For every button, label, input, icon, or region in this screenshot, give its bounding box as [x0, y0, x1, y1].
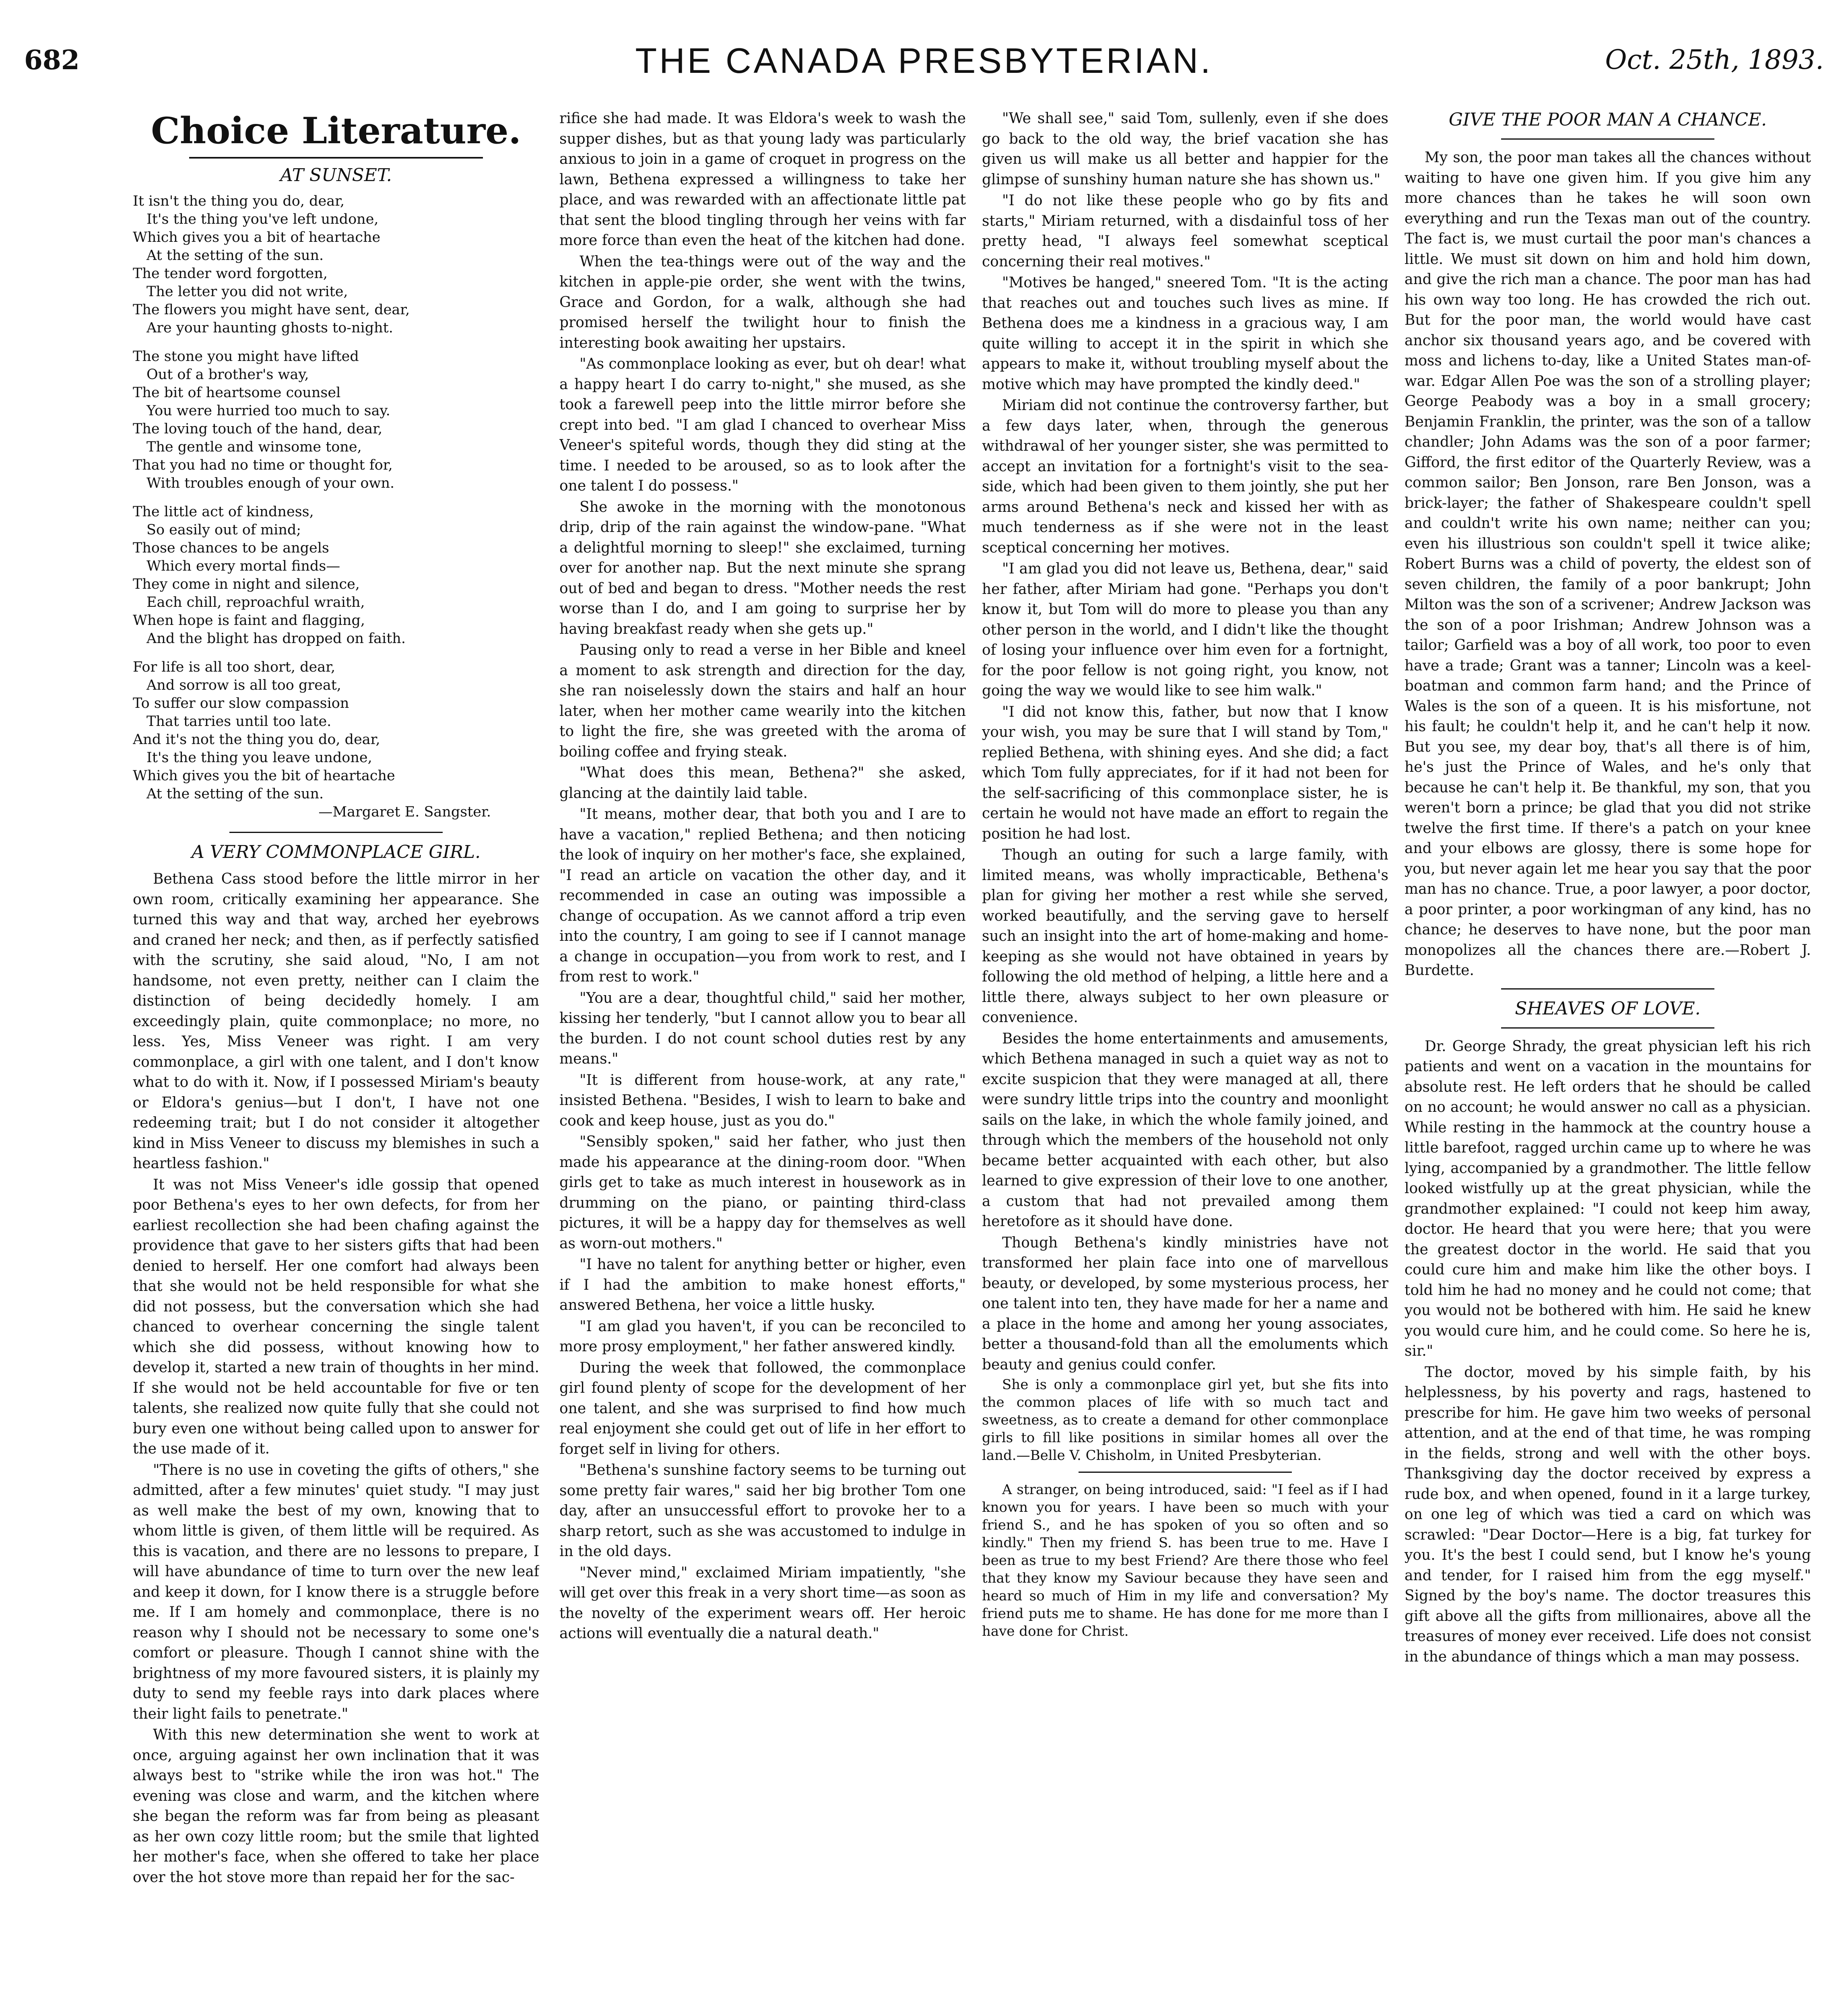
poem-line: And it's not the thing you do, dear,	[133, 732, 380, 748]
story-paragraph: "We shall see," said Tom, sullenly, even if she does go back to the old way, the brief vacation she has given us will make us all better and happier for the glimpse of sunshiny human nature she has shown us."	[982, 110, 1388, 188]
poem-line: To suffer our slow compassion	[133, 695, 349, 711]
story-paragraph: "Motives be hanged," sneered Tom. "It is the acting that reaches out and touches such lives as mine. If Bethena does me a kindness in a gracious way, I am quite willing to accept it in the spirit in which she appears to make it, without troubling myself about the motive which may have prompted the kindly deed."	[982, 274, 1388, 393]
poem-line: The stone you might have lifted	[133, 348, 359, 365]
story-paragraph: With this new determination she went to work at once, arguing against her own inclination that it was always best to "strike while the iron was hot." The evening was close and warm, and the kitchen where she began the reform was far from being as pleasant as her own cozy little room; but the smile that lighted her mother's face, when she offered to take her place over the hot stove more than repaid her for the sac-	[133, 1727, 539, 1886]
poem-stanza	[133, 192, 539, 337]
poem-line: Each chill, reproachful wraith,	[146, 594, 365, 610]
story-paragraph: "Bethena's sunshine factory seems to be turning out some pretty fair wares," said her big brother Tom one day, after an unsuccessful effort to provoke her to a sharp retort, such as she was accustomed to indulge in in the old days.	[559, 1462, 966, 1560]
story-paragraph: Bethena Cass stood before the little mirror in her own room, critically examining her appearance. She turned this way and that way, arched her eyebrows and craned her neck; and then, as if perfectly satisfied with the scrutiny, she said aloud, "No, I am not handsome, not even pretty, neither can I claim the distinction of being decidedly homely. I am exceedingly plain, quite commonplace; no more, no less. Yes, Miss Veneer was right. I am very commonplace, a girl with one talent, and I don't know what to do with it. Now, if I possessed Miriam's beauty or Eldora's genius—but I don't, I have not one redeeming trait; but I do not consider it altogether kind in Miss Veneer to discuss my blemishes in such a heartless fashion."	[133, 871, 539, 1172]
poem-line: You were hurried too much to say.	[146, 403, 390, 419]
story-paragraph: "I have no talent for anything better or higher, even if I had the ambition to make honest efforts," answered Bethena, her voice a little husky.	[559, 1256, 966, 1313]
poem-line: They come in night and silence,	[133, 576, 360, 592]
poem-line: When hope is faint and flagging,	[133, 612, 365, 629]
poem-line: For life is all too short, dear,	[133, 659, 336, 675]
poem-line: The tender word forgotten,	[133, 266, 328, 282]
anecdote-paragraph: A stranger, on being introduced, said: "I feel as if I had known you for years. I have been so much with your friend S., and he has spoken of you so often and so kindly." Then my friend S. has been true to me. Have I been as true to my best Friend? Are there those who feel that they know my Saviour because they have seen and heard so much of Him in my life and conversation? My friend puts me to shame. He has done for me more than I have done for Christ.	[982, 1482, 1388, 1639]
poem	[133, 192, 539, 821]
story-paragraph: When the tea-things were out of the way and the kitchen in apple-pie order, she went with the twins, Grace and Gordon, for a walk, although she had promised herself the twilight hour to finish the interesting book awaiting her upstairs.	[559, 253, 966, 351]
poem-line: Out of a brother's way,	[146, 367, 309, 383]
story-paragraph: Besides the home entertainments and amusements, which Bethena managed in such a quiet way as not to excite suspicion that they were managed at all, there were sundry little trips into the country and moonlight sails on the lake, in which the whole family joined, and through which the members of the household not only became better acquainted with each other, but also learned to give expression of their love to one another, a custom that had not prevailed among them heretofore as it should have done.	[982, 1030, 1388, 1230]
story-paragraph: rifice she had made. It was Eldora's week to wash the supper dishes, but as that young lady was particularly anxious to join in a game of croquet in progress on the lawn, Bethena expressed a willingness to take her place, and was rewarded with an affectionate little pat that sent the blood tingling through her veins with far more force than even the heat of the kitchen had done.	[559, 110, 966, 249]
article-title: SHEAVES OF LOVE.	[1515, 998, 1701, 1019]
divider-rule	[1501, 138, 1714, 140]
column-1	[133, 109, 539, 2012]
article-paragraph: The doctor, moved by his simple faith, by his helplessness, by his poverty and rags, hastened to prescribe for him. He gave him two weeks of personal attention, and at the end of that time, he was romping in the fields, strong and well with the other boys. Thanksgiving day the doctor received by express a rude box, and when opened, found in it a large turkey, on one leg of which was tied a card on which was scrawled: "Dear Doctor—Here is a big, fat turkey for you. It's the best I could send, but I know he's young and tender, for I raised him from the egg myself." Signed by the boy's name. The doctor treasures this gift above all the gifts from millionaires, above all the treasures of money ever received. Life does not consist in the abundance of things which a man may possess.	[1405, 1364, 1811, 1665]
newspaper-title: THE CANADA PRESBYTERIAN.	[635, 41, 1213, 80]
story-paragraph: During the week that followed, the commonplace girl found plenty of scope for the development of her one talent, and she was surprised to find how much real enjoyment she could get out of life in her effort to forget self in living for others.	[559, 1359, 966, 1457]
poem-signature: —Margaret E. Sangster.	[318, 804, 491, 820]
poem-line: Which gives you a bit of heartache	[133, 229, 381, 245]
poem-line: The gentle and winsome tone,	[146, 439, 362, 455]
heading-rule	[189, 157, 483, 159]
article-title: GIVE THE POOR MAN A CHANCE.	[1448, 109, 1767, 130]
column-4	[1405, 109, 1811, 2012]
story-paragraph: "I do not like these people who go by fits and starts," Miriam returned, with a disdainful toss of her pretty head, "I always feel somewhat sceptical concerning their real motives."	[982, 192, 1388, 270]
poem-line: Which gives you the bit of heartache	[133, 768, 395, 784]
divider-rule	[1501, 988, 1714, 990]
story-paragraph: "You are a dear, thoughtful child," said her mother, kissing her tenderly, "but I cannot allow you to bear all the burden. I do not count school duties rest by any means."	[559, 990, 966, 1067]
poem-line: At the setting of the sun.	[146, 786, 324, 802]
story-paragraph: She awoke in the morning with the monotonous drip, drip of the rain against the window-pane. "What a delightful morning to sleep!" she exclaimed, turning over for another nap. But the next minute she sprang out of bed and began to dress. "Mother needs the rest worse than I do, and I am going to surprise her by having breakfast ready when she gets up."	[559, 499, 966, 637]
poem-title: AT SUNSET.	[280, 165, 392, 186]
article-paragraph: My son, the poor man takes all the chances without waiting to have one given him. If you give him any more chances than he takes he will soon own everything and run the Texas man out of the country. The fact is, we must curtail the poor man's chances a little. We must sit down on him and hold him down, and give the rich man a chance. The poor man has had his own way too long. He has crowded the rich out. But for the poor man, the world would have cast anchor six thousand years ago, and be covered with moss and lichens to-day, like a United States man-of-war. Edgar Allen Poe was the son of a strolling player; George Peabody was a boy in a small grocery; Benjamin Franklin, the printer, was the son of a tallow chandler; John Adams was the son of a poor farmer; Gifford, the first editor of the Quarterly Review, was a common sailor; Ben Jonson, rare Ben Jonson, was a brick-layer; the father of Shakespeare couldn't spell and couldn't write his own name; neither can you; even his illustrious son couldn't spell it twice alike; Robert Burns was a child of poverty, the eldest son of seven children, the family of a poor bankrupt; John Milton was the son of a scrivener; Andrew Jackson was the son of a poor Irishman; Andrew Johnson was a tailor; Garfield was a boy of all work, too poor to even have a trade; Grant was a tanner; Lincoln was a keel-boatman and common farm hand; and the Prince of Wales is the son of a queen. It is his misfortune, not his fault; he couldn't help it, and he can't help it now. But you see, my dear boy, that's all there is of him, he's just the Prince of Wales, and he's only that because he can't help it. Be thankful, my son, that you weren't born a prince; be glad that you did not strike twelve the first time. If there's a patch on your knee and your elbows are glossy, there is some hope for you, but never again let me hear you say that the poor man has no chance. True, a poor lawyer, a poor doctor, a poor printer, a poor workingman of any kind, has no chance; he deserves to have none, but the poor man monopolizes all the chances there are.—Robert J. Burdette.	[1405, 149, 1811, 979]
story-paragraph: "There is no use in coveting the gifts of others," she admitted, after a few minutes' quiet study. "I may just as well make the best of my own, knowing that to whom little is given, of them little will be required. As this is vacation, and there are no lessons to prepare, I will have abundance of time to turn over the new leaf and keep it down, for I know there is a struggle before me. If I am homely and commonplace, there is no reason why I should not be necessary to some one's comfort or pleasure. Though I cannot shine with the brightness of my more favoured sisters, it is plainly my duty to send my feeble rays into dark places where their light fails to penetrate."	[133, 1462, 539, 1722]
page-number: 682	[24, 44, 80, 76]
poem-line: It's the thing you've left undone,	[146, 211, 379, 227]
poem-stanza	[133, 658, 539, 821]
story-paragraph: "Sensibly spoken," said her father, who just then made his appearance at the dining-room door. "When girls get to take as much interest in housework as in drumming on the piano, or painting third-class pictures, it will be a happy day for themselves as well as worn-out mothers."	[559, 1134, 966, 1252]
poem-line: At the setting of the sun.	[146, 247, 324, 264]
story-paragraph: Pausing only to read a verse in her Bible and kneel a moment to ask strength and direction for the day, she ran noiselessly down the stairs and half an hour later, when her mother came wearily into the kitchen to light the fire, she was greeted with the aroma of boiling coffee and frying steak.	[559, 642, 966, 760]
story-paragraph: "As commonplace looking as ever, but oh dear! what a happy heart I do carry to-night," she mused, as she took a farewell peep into the little mirror before she crept into bed. "I am glad I chanced to overhear Miss Veneer's spiteful words, though they did sting at the time. I needed to be aroused, so as to look after the one talent I do possess."	[559, 356, 966, 494]
story-paragraph: "I did not know this, father, but now that I know your wish, you may be sure that I will stand by Tom," replied Bethena, with shining eyes. And she did; a fact which Tom fully appreciates, for if it had not been for the self-sacrificing of this commonplace sister, he is certain he would not have made an effort to regain the position he had lost.	[982, 703, 1388, 842]
poem-line: The flowers you might have sent, dear,	[133, 302, 410, 318]
story-paragraph: Miriam did not continue the controversy farther, but a few days later, when, through the generous withdrawal of her younger sister, she was permitted to accept an invitation for a fortnight's visit to the sea-side, which had been given to them jointly, she put her arms around Bethena's neck and kissed her with as much tenderness as if she were not in the least sceptical concerning her motives.	[982, 397, 1388, 556]
divider-rule	[229, 832, 443, 833]
poem-line: The little act of kindness,	[133, 504, 314, 520]
poem-line: So easily out of mind;	[146, 522, 301, 538]
divider-rule	[1079, 1472, 1292, 1473]
poem-line: Those chances to be angels	[133, 540, 329, 556]
poem-line: The letter you did not write,	[146, 284, 348, 300]
poem-line: It's the thing you leave undone,	[146, 750, 372, 766]
poem-line: That tarries until too late.	[146, 713, 332, 730]
column-2	[559, 109, 966, 2012]
divider-rule	[1501, 1027, 1714, 1029]
story-paragraph: "I am glad you did not leave us, Bethena, dear," said her father, after Miriam had gone. "Perhaps you don't know it, but Tom will do more to please you than any other person in the world, and I didn't like the thought of losing your influence over him even for a fortnight, for the poor fellow is not going right, you know, not going the way we would like to see him walk."	[982, 561, 1388, 699]
story-title: A VERY COMMONPLACE GIRL.	[191, 842, 481, 862]
story-paragraph: She is only a commonplace girl yet, but she fits into the common places of life with so much tact and sweetness, as to create a demand for other commonplace girls to fill like positions in similar homes all over the land.—Belle V. Chisholm, in United Presbyterian.	[982, 1377, 1388, 1464]
poem-line: The bit of heartsome counsel	[133, 385, 341, 401]
column-3	[982, 109, 1388, 2012]
poem-line: Are your haunting ghosts to-night.	[146, 320, 393, 336]
poem-line: With troubles enough of your own.	[146, 475, 395, 491]
story-paragraph: Though Bethena's kindly ministries have not transformed her plain face into one of marvellous beauty, or developed, by some mysterious process, her one talent into ten, they have made for her a name and a place in the home and among her young associates, better a thousand-fold than all the emoluments which beauty and genius could confer.	[982, 1234, 1388, 1373]
story-paragraph: Though an outing for such a large family, with limited means, was wholly impracticable, Bethena's plan for giving her mother a rest while she served, worked beautifully, and the serving gave to herself such an insight into the art of home-making and home-keeping as she would not have obtained in years by following the old method of helping, a little here and a little there, always subject to her own pleasure or convenience.	[982, 847, 1388, 1026]
poem-line: That you had no time or thought for,	[133, 457, 393, 473]
story-paragraph: "I am glad you haven't, if you can be reconciled to more prosy employment," her father answered kindly.	[559, 1318, 966, 1355]
poem-line: Which every mortal finds—	[146, 558, 340, 574]
poem-line: It isn't the thing you do, dear,	[133, 193, 345, 209]
poem-line: And sorrow is all too great,	[146, 677, 341, 693]
poem-line: And the blight has dropped on faith.	[146, 631, 406, 647]
poem-line: The loving touch of the hand, dear,	[133, 421, 383, 437]
story-paragraph: "What does this mean, Bethena?" she asked, glancing at the daintily laid table.	[559, 765, 966, 802]
story-paragraph: "It means, mother dear, that both you and I are to have a vacation," replied Bethena; and then noticing the look of inquiry on her mother's face, she explained, "I read an article on vacation the other day, and it recommended in case an outing was impossible a change of occupation. As we cannot afford a trip even into the country, I am going to see if I cannot manage a change in occupation—you from work to rest, and I from rest to work."	[559, 806, 966, 985]
poem-stanza	[133, 348, 539, 493]
story-paragraph: It was not Miss Veneer's idle gossip that opened poor Bethena's eyes to her own defects, for from her earliest recollection she had been chafing against the providence that gave to her sisters gifts that had been denied to herself. Her one comfort had always been that she would not be held responsible for what she did not possess, but the conversation which she had chanced to overhear concerning the single talent which she did possess, without knowing how to develop it, started a new train of thoughts in her mind. If she would not be held accountable for five or ten talents, she realized now quite fully that she could not bury even one without being called upon to answer for the use made of it.	[133, 1176, 539, 1457]
issue-date: Oct. 25th, 1893.	[1605, 44, 1824, 75]
story-paragraph: "It is different from house-work, at any rate," insisted Bethena. "Besides, I wish to learn to bake and cook and keep house, just as you do."	[559, 1072, 966, 1129]
poem-stanza	[133, 503, 539, 648]
article-paragraph: Dr. George Shrady, the great physician left his rich patients and went on a vacation in the mountains for absolute rest. He left orders that he should be called on no account; he would answer no call as a physician. While resting in the hammock at the country house a little barefoot, ragged urchin came up to where he was lying, accompanied by a grandmother. The little fellow looked wistfully up at the great physician, while the grandmother explained: "I could not keep him away, doctor. He heard that you were here; that you were the greatest doctor in the world. He said that you could cure him and make him like the other boys. I told him he had no money and he could not come; that you would not be bothered with him. He said he knew you would cure him, and he could come. So here he is, sir."	[1405, 1038, 1811, 1359]
story-paragraph: "Never mind," exclaimed Miriam impatiently, "she will get over this freak in a very short time—as soon as the novelty of the experiment wears off. Her heroic actions will eventually die a natural death."	[559, 1564, 966, 1642]
page-header	[24, 41, 1824, 97]
section-heading: Choice Literature.	[151, 109, 521, 152]
